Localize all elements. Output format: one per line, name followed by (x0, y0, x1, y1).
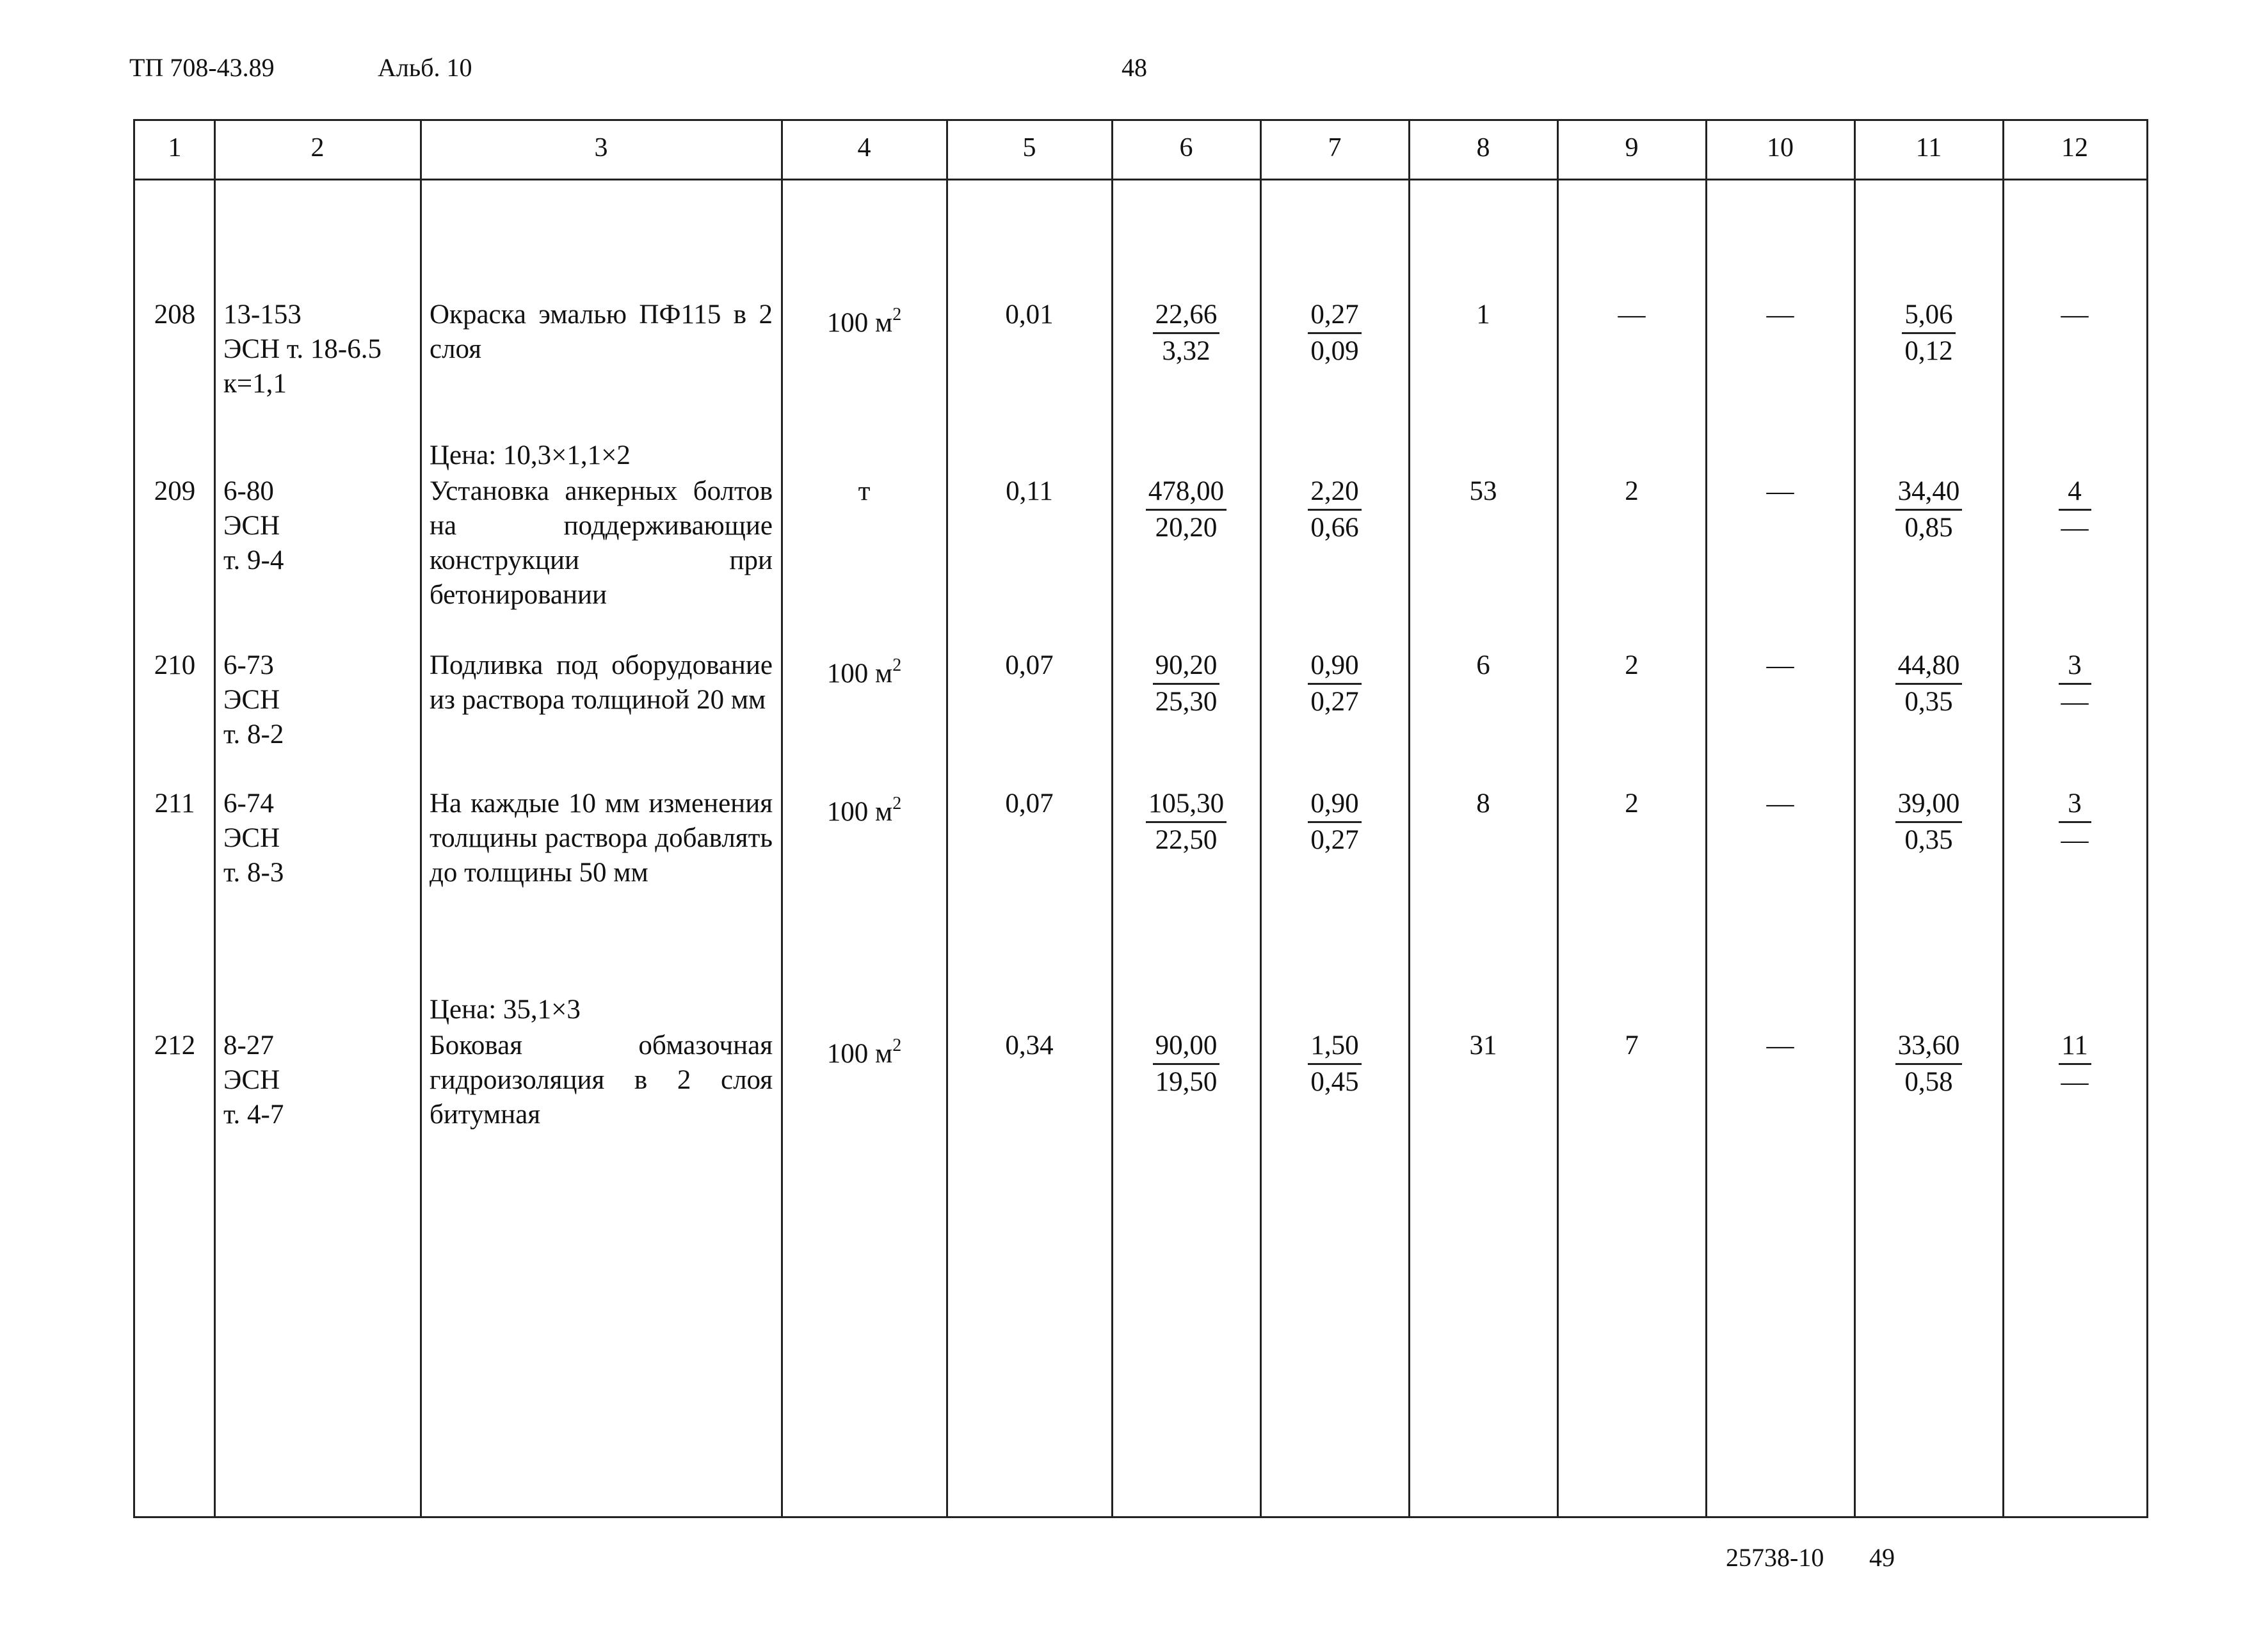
fraction (1146, 787, 1226, 858)
fraction (1895, 1029, 1963, 1100)
fraction-denominator: 0,58 (1904, 1067, 1953, 1097)
estimate-table (133, 119, 2148, 1518)
fraction-numerator: 33,60 (1895, 1029, 1963, 1065)
norm-code-line: т. 8-3 (223, 858, 284, 888)
total-cost: 1 (1476, 300, 1490, 330)
unit-superscript: 2 (892, 794, 902, 813)
album-number: Альб. 10 (378, 53, 472, 82)
norm-code-line: ЭСН (223, 511, 280, 541)
labor-cost (1854, 298, 2003, 369)
work-description: Установка анкерных болтов на поддерживающие конструкции при бетонировании (430, 476, 773, 610)
column-header: 1 (168, 133, 182, 163)
quantity: 0,01 (1005, 300, 1054, 330)
fraction (2059, 474, 2091, 545)
quantity: 0,11 (1006, 476, 1053, 506)
unit-of-measure (782, 648, 947, 691)
norm-code-line: ЭСН (223, 685, 280, 715)
fraction-numerator: 4 (2059, 474, 2091, 511)
footer-page-number: 49 (1869, 1543, 1895, 1572)
norm-code-line: т. 4-7 (223, 1100, 284, 1130)
fraction-numerator: 39,00 (1895, 787, 1963, 823)
fraction-denominator: 3,32 (1162, 336, 1210, 366)
machine-cost (1260, 787, 1409, 858)
wages: 7 (1625, 1030, 1639, 1061)
work-description: На каждые 10 мм изменения толщины раствора добавлять до толщины 50 мм (430, 788, 773, 888)
norm-code-line: 8-27 (223, 1030, 274, 1061)
fraction (1308, 648, 1361, 719)
norm-code (223, 648, 412, 752)
labor-total (2003, 474, 2146, 545)
row-number: 212 (154, 1030, 196, 1061)
fraction-numerator: 105,30 (1146, 787, 1226, 823)
fraction (1308, 474, 1361, 545)
fraction-denominator: — (2061, 687, 2089, 717)
column-header: 8 (1476, 133, 1490, 163)
unit-text: 100 м (826, 308, 893, 338)
fraction-numerator: 11 (2059, 1029, 2091, 1065)
fraction (2059, 1029, 2091, 1100)
column-10-value: — (1766, 788, 1794, 819)
fraction-denominator: 0,12 (1904, 336, 1953, 366)
column-10-value: — (1766, 476, 1794, 506)
fraction-numerator: 478,00 (1146, 474, 1226, 511)
column-header: 4 (857, 133, 871, 163)
price-note: Цена: 35,1×3 (430, 995, 581, 1025)
page-number: 48 (1122, 53, 1147, 82)
column-header: 12 (2061, 133, 2088, 163)
column-10-value: — (1766, 300, 1794, 330)
fraction (1153, 648, 1220, 719)
unit-text: т (858, 476, 871, 506)
labor-total (2003, 1029, 2146, 1100)
column-10-value: — (1766, 1030, 1794, 1061)
column-header: 3 (594, 133, 608, 163)
column-header: 9 (1625, 133, 1639, 163)
fraction-denominator: 0,35 (1904, 687, 1953, 717)
fraction-denominator: 22,50 (1155, 825, 1218, 855)
unit-of-measure (782, 1029, 947, 1071)
norm-code (223, 787, 412, 890)
unit-superscript: 2 (892, 305, 902, 324)
fraction-numerator: 44,80 (1895, 648, 1963, 685)
fraction-denominator: — (2061, 1067, 2089, 1097)
footer-code: 25738-10 (1726, 1543, 1824, 1572)
unit-text: 100 м (826, 1039, 893, 1069)
fraction-numerator: 90,20 (1153, 648, 1220, 685)
unit-superscript: 2 (892, 655, 902, 675)
wages: — (1618, 300, 1646, 330)
quantity: 0,07 (1005, 788, 1054, 819)
norm-code-line: к=1,1 (223, 369, 287, 399)
unit-cost (1112, 648, 1260, 719)
labor-total (2003, 648, 2146, 719)
fraction (1153, 1029, 1220, 1100)
fraction-denominator: 25,30 (1155, 687, 1218, 717)
row-number: 210 (154, 650, 196, 680)
work-description: Окраска эмалью ПФ115 в 2 слоя (430, 300, 773, 364)
norm-code (223, 1029, 412, 1132)
fraction-numerator: 5,06 (1902, 298, 1955, 334)
total-cost: 53 (1469, 476, 1497, 506)
labor-cost (1854, 474, 2003, 545)
fraction-numerator: 0,90 (1308, 648, 1361, 685)
fraction-denominator: 0,27 (1310, 825, 1359, 855)
unit-of-measure (782, 474, 947, 509)
row-number: 209 (154, 476, 196, 506)
fraction-denominator: 0,66 (1310, 513, 1359, 543)
total-cost: 6 (1476, 650, 1490, 680)
fraction (2059, 648, 2091, 719)
fraction (1895, 474, 1963, 545)
norm-code-line: ЭСН т. 18-6.5 (223, 334, 382, 364)
column-header: 7 (1328, 133, 1342, 163)
labor-cost (1854, 787, 2003, 858)
fraction-denominator: 0,45 (1310, 1067, 1359, 1097)
column-header: 6 (1179, 133, 1193, 163)
unit-cost (1112, 298, 1260, 369)
wages: 2 (1625, 788, 1639, 819)
unit-superscript: 2 (892, 1036, 902, 1055)
labor-total (2003, 787, 2146, 858)
quantity: 0,34 (1005, 1030, 1054, 1061)
fraction-numerator: 3 (2059, 648, 2091, 685)
unit-cost (1112, 474, 1260, 545)
labor-cost (1854, 1029, 2003, 1100)
norm-code-line: т. 9-4 (223, 545, 284, 575)
norm-code-line: 6-73 (223, 650, 274, 680)
column-divider (420, 121, 422, 1516)
unit-of-measure (782, 787, 947, 829)
column-header: 5 (1022, 133, 1036, 163)
fraction-denominator: 0,09 (1310, 336, 1359, 366)
fraction (2059, 787, 2091, 858)
total-cost: 8 (1476, 788, 1490, 819)
fraction (1895, 648, 1963, 719)
unit-of-measure (782, 298, 947, 340)
work-description: Подливка под оборудование из раствора толщиной 20 мм (430, 650, 773, 715)
norm-code-line: 6-80 (223, 476, 274, 506)
fraction (1902, 298, 1955, 369)
unit-cost (1112, 787, 1260, 858)
wages: 2 (1625, 476, 1639, 506)
norm-code-line: 13-153 (223, 300, 302, 330)
fraction-denominator: 19,50 (1155, 1067, 1218, 1097)
fraction-numerator: 0,27 (1308, 298, 1361, 334)
machine-cost (1260, 648, 1409, 719)
fraction (1895, 787, 1963, 858)
column-10-value: — (1766, 650, 1794, 680)
fraction (1308, 787, 1361, 858)
fraction-denominator: — (2061, 513, 2089, 543)
fraction-denominator: — (2061, 825, 2089, 855)
column-header: 2 (310, 133, 325, 163)
fraction-numerator: 0,90 (1308, 787, 1361, 823)
labor-total: — (2061, 300, 2089, 330)
fraction-numerator: 3 (2059, 787, 2091, 823)
column-header: 11 (1915, 133, 1942, 163)
work-description: Боковая обмазочная гидроизоляция в 2 слоя битумная (430, 1030, 773, 1130)
price-note: Цена: 10,3×1,1×2 (430, 440, 631, 470)
total-cost: 31 (1469, 1030, 1497, 1061)
row-number: 211 (154, 788, 195, 819)
fraction (1308, 298, 1361, 369)
unit-text: 100 м (826, 797, 893, 827)
norm-code (223, 474, 412, 578)
header-divider (135, 179, 2146, 180)
machine-cost (1260, 474, 1409, 545)
fraction-denominator: 0,27 (1310, 687, 1359, 717)
unit-cost (1112, 1029, 1260, 1100)
labor-cost (1854, 648, 2003, 719)
fraction-denominator: 0,85 (1904, 513, 1953, 543)
column-header: 10 (1767, 133, 1794, 163)
fraction (1153, 298, 1220, 369)
document-code: ТП 708-43.89 (129, 53, 275, 82)
fraction (1146, 474, 1226, 545)
norm-code-line: т. 8-2 (223, 719, 284, 749)
norm-code-line: 6-74 (223, 788, 274, 819)
wages: 2 (1625, 650, 1639, 680)
fraction-numerator: 34,40 (1895, 474, 1963, 511)
row-number: 208 (154, 300, 196, 330)
fraction-numerator: 90,00 (1153, 1029, 1220, 1065)
norm-code-line: ЭСН (223, 823, 280, 853)
fraction-numerator: 1,50 (1308, 1029, 1361, 1065)
fraction-numerator: 2,20 (1308, 474, 1361, 511)
norm-code (223, 298, 412, 401)
fraction-denominator: 20,20 (1155, 513, 1218, 543)
machine-cost (1260, 1029, 1409, 1100)
fraction-denominator: 0,35 (1904, 825, 1953, 855)
fraction-numerator: 22,66 (1153, 298, 1220, 334)
quantity: 0,07 (1005, 650, 1054, 680)
machine-cost (1260, 298, 1409, 369)
unit-text: 100 м (826, 659, 893, 689)
norm-code-line: ЭСН (223, 1065, 280, 1095)
fraction (1308, 1029, 1361, 1100)
